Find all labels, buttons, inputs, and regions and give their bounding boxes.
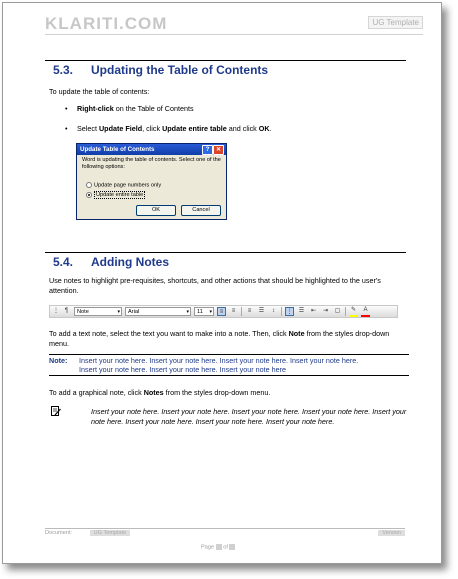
graphic-note-instruction	[49, 388, 403, 398]
note-top-rule	[49, 354, 409, 355]
gripper-icon: ⋮	[53, 308, 59, 314]
highlight-icon[interactable]: ✎	[349, 306, 358, 317]
radio-selected-icon[interactable]	[86, 192, 92, 198]
help-icon[interactable]: ?	[202, 145, 213, 155]
dialog-message: Word is updating the table of contents. Select one of the following options:	[82, 157, 221, 170]
increase-indent-icon[interactable]: ⇥	[322, 308, 329, 314]
document-page	[2, 2, 442, 564]
decrease-indent-icon[interactable]: ⇤	[310, 308, 317, 314]
radio-icon[interactable]	[86, 182, 92, 188]
bullet-text: Select	[77, 124, 99, 133]
bullet-bold: Update Field	[98, 124, 143, 133]
instruction-text: To add a graphical note, click	[49, 388, 144, 397]
page-count-field	[229, 544, 235, 550]
style-value: Note	[77, 309, 89, 315]
company-logo: KLARITI.COM	[45, 14, 168, 33]
bullet-dot-icon: •	[65, 104, 68, 113]
note-line: Insert your note here. Insert your note here. Insert your note here. Insert your note here.	[79, 356, 359, 365]
section-heading	[53, 63, 268, 77]
section-title: Adding Notes	[91, 255, 169, 269]
page-label: Page	[201, 544, 215, 551]
section-heading	[53, 255, 169, 269]
bullet-list-icon[interactable]: ☰	[298, 308, 305, 314]
footer-version-value: Version	[378, 530, 405, 536]
instruction-text: To add a text note, select the text you want to make into a note. Then, click	[49, 329, 289, 338]
instruction-bold: Notes	[143, 388, 164, 397]
ok-button[interactable]: OK	[136, 205, 176, 216]
styles-icon: ¶	[64, 308, 69, 314]
section-rule	[45, 252, 406, 253]
footer-value: UG Template	[90, 530, 131, 536]
font-size-dropdown[interactable]	[194, 307, 214, 316]
font-color-icon[interactable]: A	[361, 306, 370, 317]
text-note-instruction	[49, 329, 403, 349]
font-value: Arial	[128, 309, 140, 315]
dialog-titlebar	[77, 144, 226, 155]
formatting-toolbar	[49, 305, 398, 318]
numbered-list-icon[interactable]: ⋮	[286, 309, 293, 315]
note-line: Insert your note here. Insert your note here. Insert your note here	[79, 365, 286, 374]
toolbar-separator	[241, 307, 242, 316]
dialog-title: Update Table of Contents	[80, 146, 155, 153]
bullet-dot-icon: •	[65, 124, 68, 133]
instruction-text: from the styles drop-down menu.	[163, 388, 271, 397]
note-label: Note:	[49, 356, 68, 365]
section-title: Updating the Table of Contents	[91, 63, 269, 77]
bullet-text: on the Table of Contents	[113, 104, 194, 113]
align-right-icon[interactable]: ≡	[247, 308, 252, 314]
style-dropdown[interactable]	[74, 307, 122, 316]
update-toc-dialog	[76, 143, 227, 220]
font-dropdown[interactable]	[125, 307, 191, 316]
graphic-note-text: Insert your note here. Insert your note here. Insert your note here. Insert your note here. Insert your note here. Insert your note here. Insert your note here. Insert your note here.	[91, 407, 407, 426]
bullet-text: and click	[226, 124, 259, 133]
bullet-bold: OK	[258, 124, 270, 133]
page-number-field	[216, 544, 222, 550]
footer-label: Document:	[45, 530, 73, 536]
section-intro: Use notes to highlight pre-requisites, shortcuts, and other actions that should be highlighted to the user's attention.	[49, 276, 381, 295]
chevron-down-icon: ▾	[186, 309, 189, 315]
font-size-value: 11	[197, 309, 203, 315]
option-label: Update entire table	[96, 192, 144, 199]
bullet-text: , click	[142, 124, 163, 133]
justify-icon[interactable]: ☰	[258, 308, 265, 314]
bullet-text: .	[269, 124, 272, 133]
note-bottom-rule	[49, 375, 409, 376]
border-icon[interactable]: ▢	[334, 308, 341, 314]
section-number: 5.4.	[53, 255, 74, 269]
align-left-icon[interactable]: ≡	[217, 307, 226, 316]
of-label: of	[223, 544, 228, 551]
footer-page	[201, 544, 235, 550]
toolbar-separator	[345, 307, 346, 316]
chevron-down-icon: ▾	[209, 309, 212, 315]
chevron-down-icon: ▾	[117, 309, 120, 315]
option-entire-table[interactable]	[86, 192, 145, 198]
note-pencil-icon	[51, 406, 61, 417]
option-page-numbers[interactable]	[86, 182, 161, 188]
footer-version	[378, 530, 405, 536]
bullet-item	[65, 104, 194, 113]
align-center-icon[interactable]: ≡	[231, 308, 236, 314]
section-number: 5.3.	[53, 63, 74, 77]
close-icon[interactable]: ✕	[213, 145, 224, 155]
instruction-bold: Note	[288, 329, 305, 338]
header-divider	[45, 34, 423, 35]
header-tag: UG Template	[368, 16, 423, 29]
bullet-bold: Update entire table	[162, 124, 227, 133]
footer-document	[45, 530, 130, 536]
cancel-button[interactable]: Cancel	[181, 205, 221, 216]
option-label: Update page numbers only	[94, 182, 162, 189]
section-rule	[45, 60, 406, 61]
instruction-text: from the styles drop-down menu.	[49, 329, 390, 348]
bullet-item	[65, 124, 272, 133]
toolbar-separator	[281, 307, 282, 316]
bullet-bold: Right-click	[77, 104, 114, 113]
section-intro: To update the table of contents:	[49, 87, 150, 96]
line-spacing-icon[interactable]: ↕	[272, 308, 275, 314]
footer-rule	[45, 528, 405, 529]
